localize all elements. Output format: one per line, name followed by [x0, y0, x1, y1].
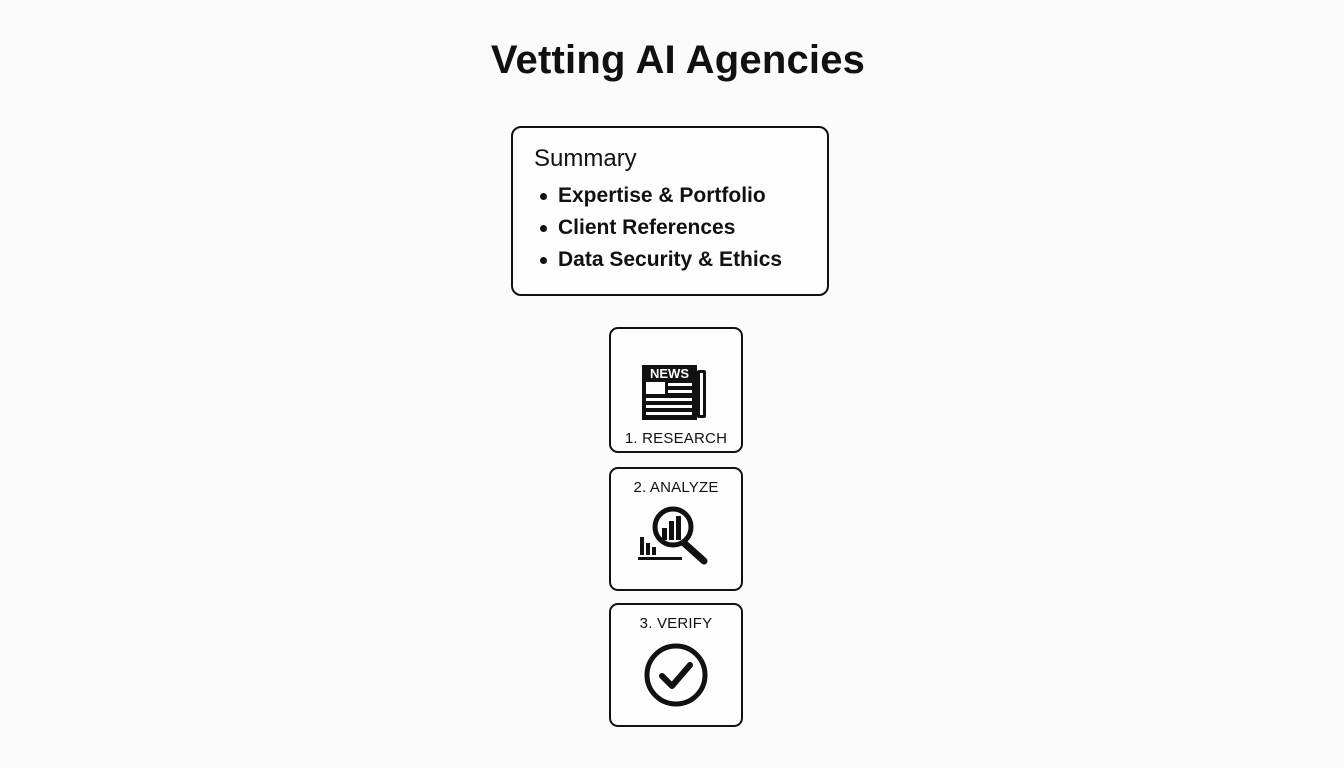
summary-box [511, 126, 829, 296]
bullet-icon [540, 257, 547, 264]
newspaper-icon [639, 363, 713, 423]
bullet-icon [540, 193, 547, 200]
step-label: 2. ANALYZE [633, 479, 719, 496]
page-title: Vetting AI Agencies [490, 38, 866, 82]
summary-heading: Summary [534, 145, 637, 172]
summary-item-label: Client References [558, 216, 736, 239]
summary-item-label: Expertise & Portfolio [558, 184, 766, 207]
step-research [609, 327, 743, 453]
summary-item [534, 212, 807, 244]
step-analyze [609, 467, 743, 591]
magnifier-chart-icon [636, 505, 716, 567]
summary-list [534, 180, 807, 276]
bullet-icon [540, 225, 547, 232]
step-label: 3. VERIFY [639, 615, 713, 632]
summary-item [534, 244, 807, 276]
summary-item-label: Data Security & Ethics [558, 248, 783, 271]
summary-item [534, 180, 807, 212]
step-verify [609, 603, 743, 727]
check-circle-icon [642, 641, 710, 709]
newspaper-masthead: NEWS [650, 366, 689, 381]
step-label: 1. RESEARCH [624, 430, 728, 447]
